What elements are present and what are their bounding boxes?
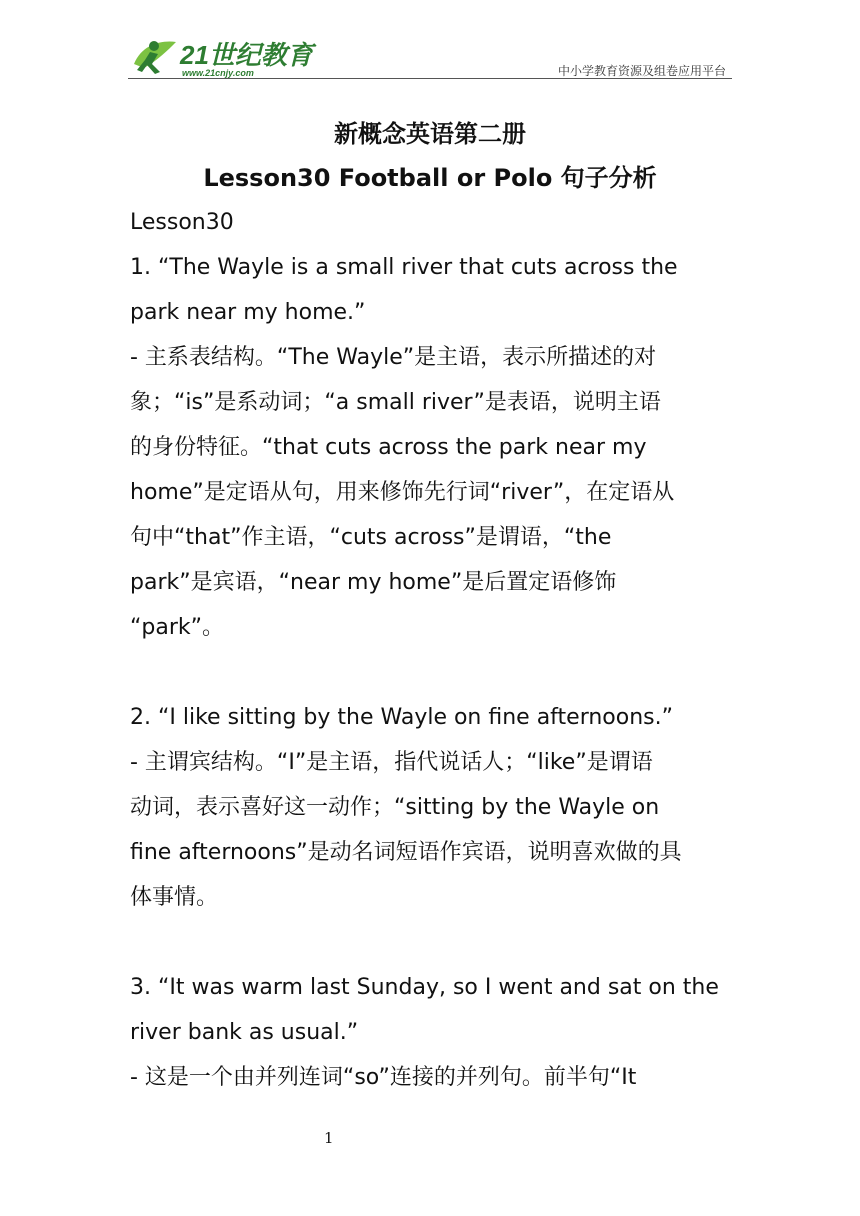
sentence-analysis-2 — [130, 695, 736, 920]
text-line: 2. “I like sitting by the Wayle on fine afternoons.” — [130, 705, 674, 730]
logo-text: 21世纪教育 — [180, 40, 313, 70]
text-line: - 主系表结构。“The Wayle”是主语，表示所描述的对 — [130, 345, 657, 370]
logo-url: www.21cnjy.com — [182, 68, 254, 78]
text-line: 体事情。 — [130, 885, 219, 910]
header-divider — [128, 78, 732, 79]
document-body — [130, 200, 736, 1100]
text-line: fine afternoons”是动名词短语作宾语，说明喜欢做的具 — [130, 840, 682, 865]
text-line: 动词，表示喜好这一动作；“sitting by the Wayle on — [130, 795, 660, 820]
document-title: 新概念英语第二册 — [334, 120, 526, 148]
text-line: 象；“is”是系动词；“a small river”是表语，说明主语 — [130, 390, 661, 415]
text-line: 3. “It was warm last Sunday, so I went and sat on the — [130, 975, 719, 1000]
page-header — [128, 34, 732, 80]
text-line: - 这是一个由并列连词“so”连接的并列句。前半句“It — [130, 1065, 637, 1090]
lesson-label: Lesson30 — [130, 210, 234, 235]
text-line: park near my home.” — [130, 300, 366, 325]
21cnjy-logo — [128, 34, 318, 80]
text-line: 句中“that”作主语，“cuts across”是谓语，“the — [130, 525, 612, 550]
header-tagline: 中小学教育资源及组卷应用平台 — [557, 64, 726, 78]
document-subtitle: Lesson30 Football or Polo 句子分析 — [203, 164, 657, 192]
text-line: park”是宾语，“near my home”是后置定语修饰 — [130, 570, 617, 595]
text-line: 的身份特征。“that cuts across the park near my — [130, 435, 647, 460]
text-line: home”是定语从句，用来修饰先行词“river”，在定语从 — [130, 480, 675, 505]
text-line: - 主谓宾结构。“I”是主语，指代说话人；“like”是谓语 — [130, 750, 653, 775]
page-number: 1 — [324, 1129, 334, 1147]
sentence-analysis-3 — [130, 965, 736, 1100]
text-line: 1. “The Wayle is a small river that cuts across the — [130, 255, 678, 280]
text-line: river bank as usual.” — [130, 1020, 359, 1045]
text-line: “park”。 — [130, 615, 225, 640]
paragraph-gap — [130, 650, 736, 695]
paragraph-gap — [130, 920, 736, 965]
sentence-analysis-1 — [130, 245, 736, 650]
